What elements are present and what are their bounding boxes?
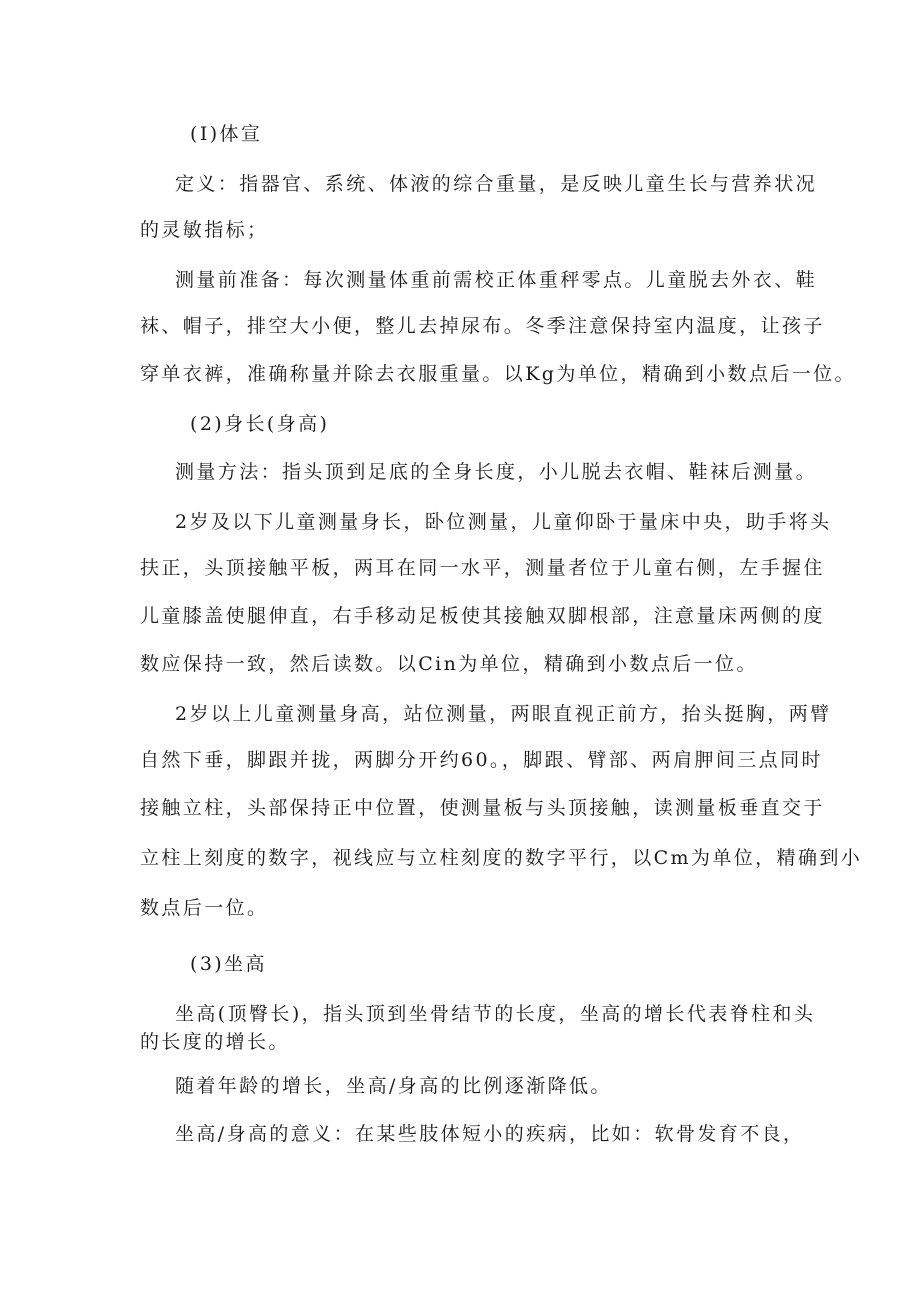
paragraph-line: 坐高/身高的意义：在某些肢体短小的疾病，比如：软骨发育不良，	[175, 1123, 805, 1145]
paragraph-line: 扶正，头顶接触平板，两耳在同一水平，测量者位于儿童右侧，左手握住	[140, 557, 825, 579]
paragraph-line: 自然下垂，脚跟并拢，两脚分开约60。，脚跟、臂部、两肩胛间三点同时	[140, 749, 823, 771]
paragraph-line: 袜、帽子，排空大小便，整儿去掉尿布。冬季注意保持室内温度，让孩子	[140, 315, 825, 337]
paragraph-line: 定义：指器官、系统、体液的综合重量，是反映儿童生长与营养状况	[175, 173, 818, 195]
paragraph-line: 的长度的增长。	[140, 1031, 290, 1053]
paragraph-line: 的灵敏指标；	[140, 219, 269, 241]
section-heading-weight: (I)体宣	[190, 123, 263, 145]
paragraph-line: 数点后一位。	[140, 897, 269, 919]
paragraph-line: 随着年龄的增长，坐高/身高的比例逐渐降低。	[175, 1075, 612, 1097]
paragraph-line: 数应保持一致，然后读数。以Cin为单位，精确到小数点后一位。	[140, 653, 758, 675]
paragraph-line: 2岁以上儿童测量身高，站位测量，两眼直视正前方，抬头挺胸，两臂	[175, 703, 832, 725]
paragraph-line: 穿单衣裤，准确称量并除去衣服重量。以Kg为单位，精确到小数点后一位。	[140, 363, 856, 385]
paragraph-line: 2岁及以下儿童测量身长，卧位测量，儿童仰卧于量床中央，助手将头	[175, 511, 832, 533]
paragraph-line: 儿童膝盖使腿伸直，右手移动足板使其接触双脚根部，注意量床两侧的度	[140, 605, 825, 627]
paragraph-line: 坐高(顶臀长)，指头顶到坐骨结节的长度，坐高的增长代表脊柱和头	[175, 1003, 816, 1025]
paragraph-line: 测量方法：指头顶到足底的全身长度，小儿脱去衣帽、鞋袜后测量。	[175, 461, 818, 483]
paragraph-line: 接触立柱，头部保持正中位置，使测量板与头顶接触，读测量板垂直交于	[140, 797, 825, 819]
section-heading-height: (2)身长(身高)	[190, 413, 330, 435]
paragraph-line: 测量前准备：每次测量体重前需校正体重秤零点。儿童脱去外衣、鞋	[175, 269, 818, 291]
paragraph-line: 立柱上刻度的数字，视线应与立柱刻度的数字平行，以Cm为单位，精确到小	[140, 847, 863, 869]
section-heading-sitting-height: (3)坐高	[190, 953, 267, 975]
